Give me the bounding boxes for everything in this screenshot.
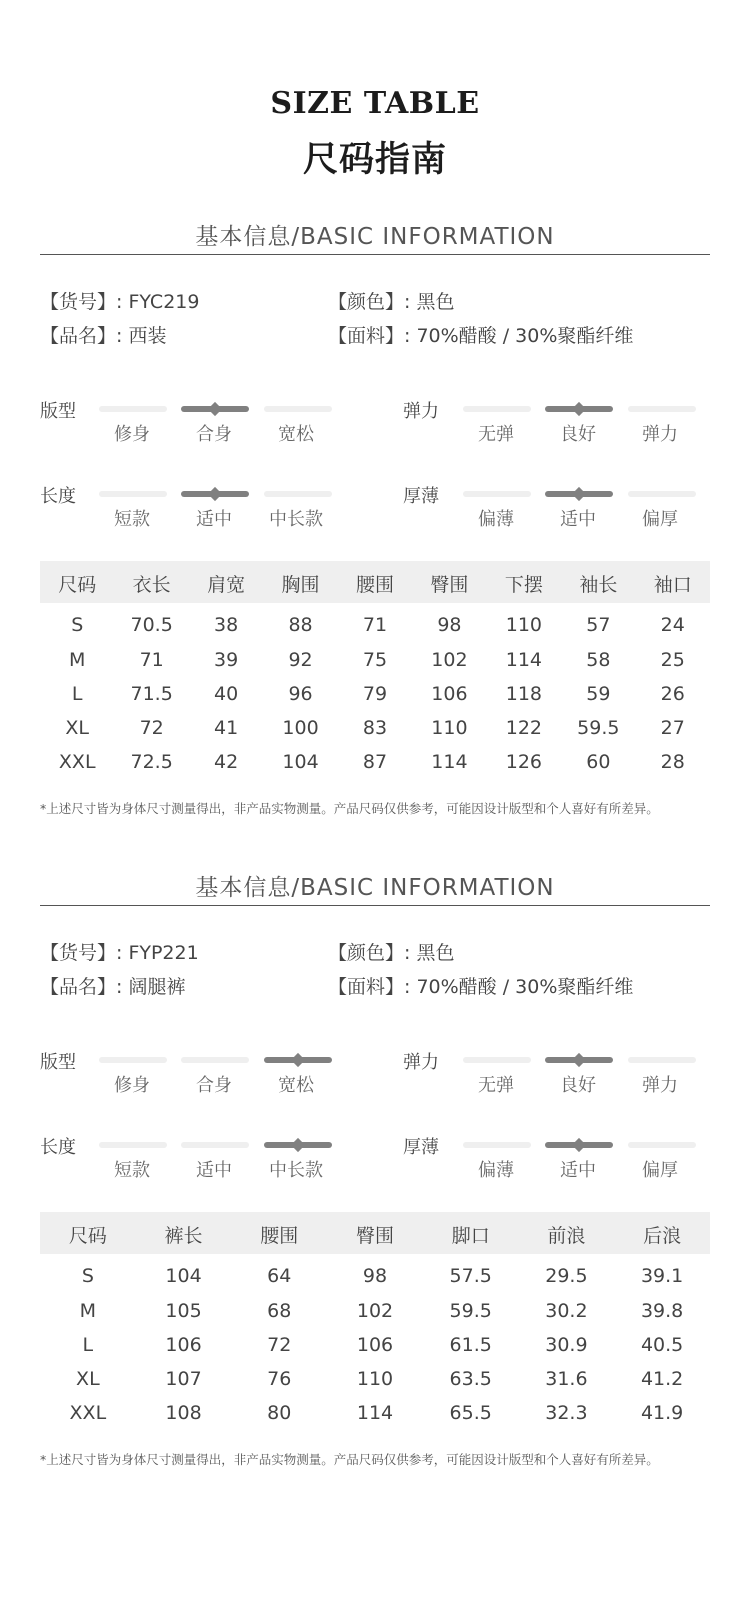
table-header-cell: 脚口 — [451, 1225, 490, 1247]
table-cell: 114 — [431, 751, 468, 773]
table-cell: 110 — [356, 1368, 394, 1390]
slider-track — [463, 1142, 531, 1148]
table-cell: XL — [65, 717, 90, 739]
table-cell: 32.3 — [545, 1402, 588, 1424]
table-cell: 122 — [505, 717, 542, 739]
table-cell: 106 — [356, 1334, 394, 1356]
table-header-cell: 尺码 — [58, 574, 97, 596]
table-cell: 41.2 — [640, 1368, 684, 1390]
size-table — [40, 1212, 710, 1432]
table-cell: XXL — [58, 751, 96, 773]
table-cell: 64 — [267, 1265, 292, 1287]
attribute-option: 弹力 — [642, 424, 678, 445]
table-header-cell: 袖长 — [579, 574, 618, 596]
slider-track — [99, 491, 167, 497]
table-cell: 102 — [431, 649, 468, 671]
table-cell: 30.9 — [545, 1334, 588, 1356]
table-header-cell: 肩宽 — [207, 574, 246, 596]
attribute-label: 厚薄 — [403, 1137, 439, 1158]
table-cell: 106 — [431, 683, 468, 705]
attribute-option: 合身 — [196, 1075, 232, 1096]
table-cell: 42 — [214, 751, 239, 773]
size-section — [0, 869, 750, 1489]
table-cell: 71.5 — [130, 683, 173, 705]
slider-track — [264, 406, 332, 412]
table-cell: 40.5 — [640, 1334, 684, 1356]
section-heading: 基本信息/BASIC INFORMATION — [195, 224, 555, 250]
table-header-cell: 裤长 — [164, 1225, 203, 1247]
product-fabric: 【面料】: 70%醋酸 / 30%聚酯纤维 — [328, 976, 634, 998]
product-color: 【颜色】: 黑色 — [328, 942, 455, 964]
table-cell: 72 — [139, 717, 164, 739]
item-number: 【货号】: FYC219 — [40, 291, 200, 313]
table-cell: 87 — [362, 751, 388, 773]
attribute-label: 版型 — [40, 401, 76, 422]
attribute-option: 偏厚 — [642, 509, 678, 530]
table-cell: XL — [76, 1368, 100, 1390]
attribute-option: 适中 — [560, 509, 596, 530]
slider-marker-selected — [545, 1142, 613, 1148]
attribute-option: 中长款 — [269, 1160, 323, 1181]
table-cell: 104 — [165, 1265, 202, 1287]
table-cell: 40 — [214, 683, 239, 705]
table-cell: S — [81, 1265, 94, 1287]
table-cell: 71 — [362, 614, 388, 636]
table-cell: 59 — [586, 683, 611, 705]
slider-marker-selected — [545, 491, 613, 497]
table-cell: 79 — [362, 683, 388, 705]
attribute-option: 偏厚 — [642, 1160, 678, 1181]
table-cell: 72.5 — [130, 751, 173, 773]
attribute-option: 修身 — [114, 424, 150, 445]
table-cell: M — [79, 1300, 97, 1322]
slider-track — [463, 406, 531, 412]
attribute-option: 适中 — [196, 509, 232, 530]
table-cell: 61.5 — [449, 1334, 492, 1356]
table-cell: 118 — [505, 683, 542, 705]
attribute-label: 厚薄 — [403, 486, 439, 507]
table-cell: 98 — [362, 1265, 388, 1287]
table-cell: 108 — [165, 1402, 202, 1424]
slider-track — [628, 406, 696, 412]
table-cell: 39.1 — [640, 1265, 684, 1287]
attribute-label: 弹力 — [403, 401, 439, 422]
table-header-cell: 前浪 — [547, 1225, 586, 1247]
product-color: 【颜色】: 黑色 — [328, 291, 455, 313]
attribute-label: 长度 — [40, 486, 76, 507]
size-section — [0, 218, 750, 838]
table-cell: 92 — [288, 649, 313, 671]
table-cell: S — [71, 614, 84, 636]
table-cell: 100 — [282, 717, 319, 739]
table-header-cell: 腰围 — [355, 574, 394, 596]
table-cell: 63.5 — [449, 1368, 492, 1390]
table-cell: 28 — [660, 751, 685, 773]
slider-track — [628, 491, 696, 497]
section-divider — [40, 905, 710, 906]
slider-marker-selected — [181, 491, 249, 497]
table-header-cell: 后浪 — [643, 1225, 682, 1247]
table-header-cell: 腰围 — [260, 1225, 299, 1247]
slider-track — [628, 1142, 696, 1148]
table-cell: 72 — [267, 1334, 292, 1356]
attribute-label: 长度 — [40, 1137, 76, 1158]
item-number: 【货号】: FYP221 — [40, 942, 199, 964]
slider-track — [181, 1057, 249, 1063]
attribute-option: 合身 — [196, 424, 232, 445]
table-cell: 57 — [586, 614, 611, 636]
table-cell: 80 — [267, 1402, 292, 1424]
table-cell: 114 — [356, 1402, 394, 1424]
table-cell: M — [69, 649, 86, 671]
table-cell: 71 — [139, 649, 164, 671]
table-cell: 105 — [165, 1300, 202, 1322]
table-cell: 57.5 — [449, 1265, 492, 1287]
table-cell: 102 — [356, 1300, 394, 1322]
attribute-option: 偏薄 — [478, 1160, 514, 1181]
table-header-cell: 下摆 — [504, 574, 543, 596]
attribute-option: 中长款 — [269, 509, 323, 530]
disclaimer-note: *上述尺寸皆为身体尺寸测量得出，非产品实物测量。产品尺码仅供参考，可能因设计版型和个人喜好有所差异。 — [40, 801, 659, 816]
table-cell: 96 — [288, 683, 313, 705]
attribute-option: 无弹 — [478, 1075, 514, 1096]
table-header-cell: 尺码 — [68, 1225, 107, 1247]
table-header-cell: 胸围 — [281, 574, 320, 596]
table-cell: 58 — [586, 649, 611, 671]
product-fabric: 【面料】: 70%醋酸 / 30%聚酯纤维 — [328, 325, 634, 347]
table-cell: 70.5 — [130, 614, 173, 636]
table-cell: 31.6 — [545, 1368, 588, 1390]
table-cell: 29.5 — [545, 1265, 588, 1287]
slider-marker-selected — [181, 406, 249, 412]
attribute-option: 短款 — [114, 1160, 150, 1181]
table-cell: 59.5 — [449, 1300, 492, 1322]
attribute-option: 适中 — [560, 1160, 596, 1181]
table-cell: 110 — [505, 614, 542, 636]
product-name: 【品名】: 阔腿裤 — [40, 976, 186, 998]
attribute-option: 宽松 — [278, 1075, 314, 1096]
table-header-cell: 袖口 — [653, 574, 692, 596]
table-header-cell: 臀围 — [355, 1225, 394, 1247]
attribute-option: 偏薄 — [478, 509, 514, 530]
slider-track — [99, 1057, 167, 1063]
table-cell: 126 — [505, 751, 542, 773]
attribute-option: 修身 — [114, 1075, 150, 1096]
table-cell: 68 — [267, 1300, 292, 1322]
attribute-option: 无弹 — [478, 424, 514, 445]
table-cell: 25 — [660, 649, 685, 671]
slider-marker-selected — [264, 1057, 332, 1063]
product-name: 【品名】: 西装 — [40, 325, 167, 347]
slider-track — [181, 1142, 249, 1148]
table-header-cell: 臀围 — [430, 574, 469, 596]
table-cell: 83 — [362, 717, 388, 739]
table-cell: 76 — [267, 1368, 292, 1390]
table-cell: 106 — [165, 1334, 202, 1356]
table-cell: 114 — [505, 649, 542, 671]
table-cell: XXL — [69, 1402, 107, 1424]
disclaimer-note: *上述尺寸皆为身体尺寸测量得出，非产品实物测量。产品尺码仅供参考，可能因设计版型和个人喜好有所差异。 — [40, 1452, 659, 1467]
table-cell: 110 — [431, 717, 468, 739]
table-cell: 107 — [165, 1368, 202, 1390]
table-cell: 59.5 — [577, 717, 620, 739]
table-cell: 38 — [214, 614, 239, 636]
table-cell: 41.9 — [640, 1402, 684, 1424]
table-cell: 60 — [586, 751, 611, 773]
page-title-en: SIZE TABLE — [270, 86, 480, 121]
slider-track — [628, 1057, 696, 1063]
attribute-option: 良好 — [560, 424, 596, 445]
table-cell: 39.8 — [640, 1300, 684, 1322]
slider-marker-selected — [545, 406, 613, 412]
page-title-cn: 尺码指南 — [302, 139, 447, 180]
table-cell: 24 — [660, 614, 685, 636]
table-cell: 41 — [214, 717, 239, 739]
slider-track — [463, 1057, 531, 1063]
slider-track — [99, 1142, 167, 1148]
table-cell: L — [82, 1334, 94, 1356]
table-cell: 104 — [282, 751, 319, 773]
attribute-label: 版型 — [40, 1052, 76, 1073]
table-cell: 27 — [660, 717, 685, 739]
table-header-cell: 衣长 — [132, 574, 171, 596]
attribute-option: 短款 — [114, 509, 150, 530]
table-cell: 26 — [660, 683, 685, 705]
size-table — [40, 561, 710, 781]
slider-track — [463, 491, 531, 497]
table-cell: 98 — [437, 614, 462, 636]
attribute-option: 宽松 — [278, 424, 314, 445]
section-divider — [40, 254, 710, 255]
table-cell: 65.5 — [449, 1402, 492, 1424]
slider-marker-selected — [545, 1057, 613, 1063]
attribute-label: 弹力 — [403, 1052, 439, 1073]
attribute-option: 适中 — [196, 1160, 232, 1181]
slider-track — [264, 491, 332, 497]
table-cell: 88 — [288, 614, 313, 636]
attribute-option: 良好 — [560, 1075, 596, 1096]
section-heading: 基本信息/BASIC INFORMATION — [195, 875, 555, 901]
slider-marker-selected — [264, 1142, 332, 1148]
table-cell: 30.2 — [545, 1300, 588, 1322]
slider-track — [99, 406, 167, 412]
table-cell: L — [71, 683, 83, 705]
attribute-option: 弹力 — [642, 1075, 678, 1096]
table-cell: 39 — [214, 649, 239, 671]
table-cell: 75 — [362, 649, 388, 671]
